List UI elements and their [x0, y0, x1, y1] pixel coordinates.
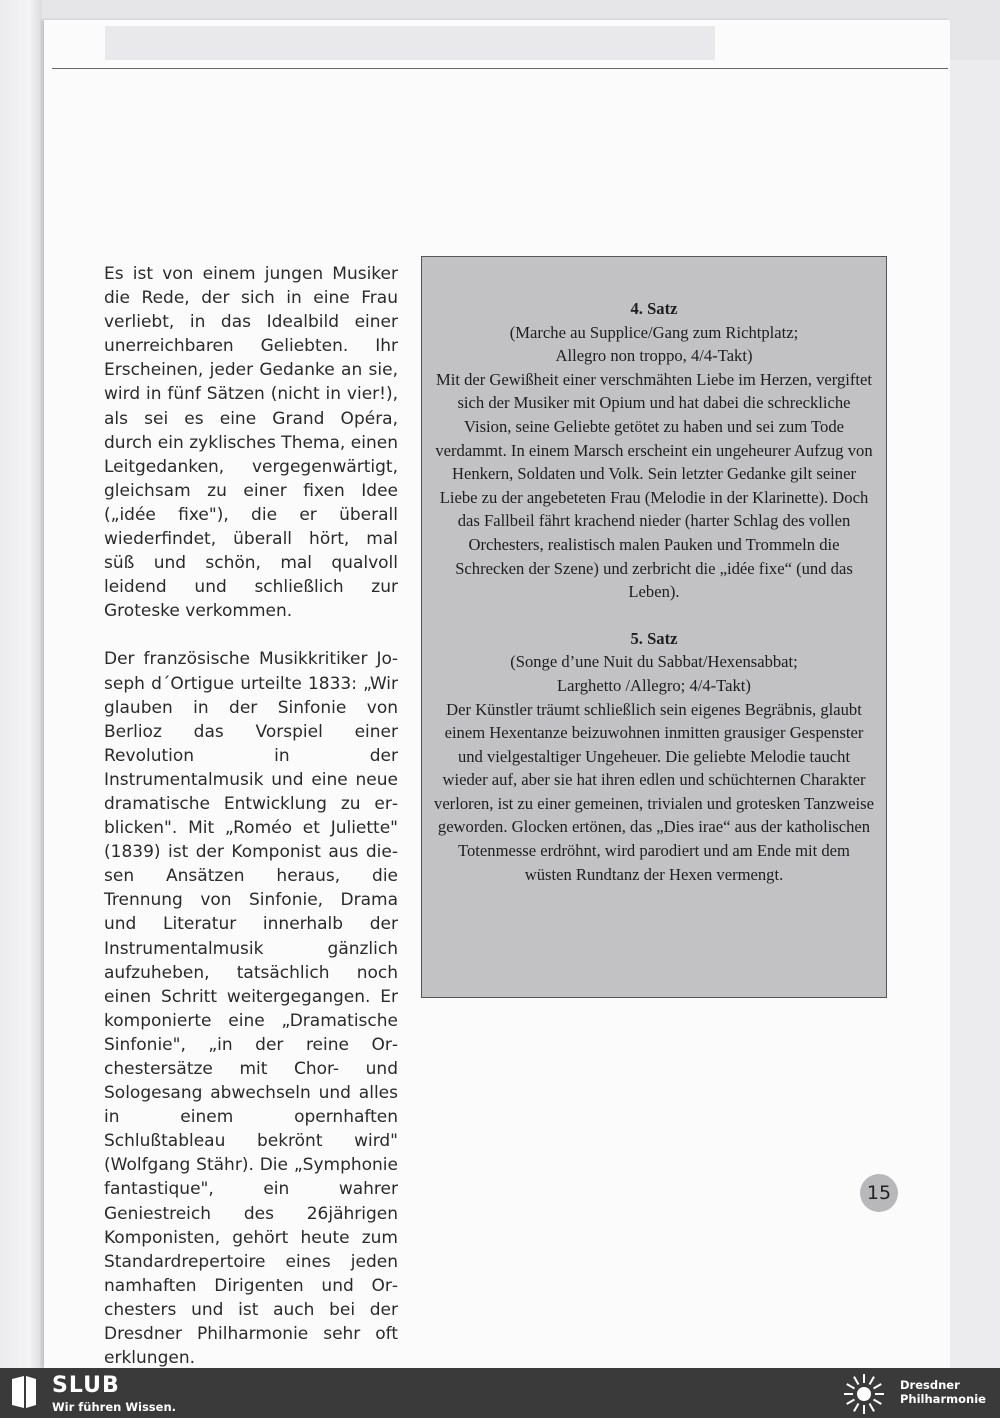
slub-wordmark[interactable]: SLUB — [52, 1373, 120, 1398]
movement-heading: 5. Satz — [630, 628, 678, 648]
movement-description: Mit der Gewißheit einer verschmähten Liebe im Herzen, vergiftet sich der Musiker mit Opium und hat dabei die schreckliche Vision, seine Geliebte getötet zu haben und sei zum Tode verdammt. In einem Marsch erscheint ein ungeheurer Aufzug von Henkern, Soldaten und Volk. Sein letzter Gedanke gilt seiner Liebe zu der angebeteten Frau (Melodie in der Klarinette). Doch das Fallbeil fährt krachend nieder (harter Schlag des vollen Orchesters, realistisch malen Pauken und Trommeln die Schrecken der Szene) und zerbricht die „idée fixe“ (und das Leben). — [435, 369, 873, 602]
movement-subtitle: (Marche au Supplice/Gang zum Richtplatz; — [509, 322, 799, 342]
paragraph-intro: Es ist von einem jungen Musiker die Rede, der sich in eine Frau verliebt, in das Idealbild einer unerreichbaren Geliebten. Ihr Erscheinen, jeder Gedanke an sie, wird in fünf Sätzen (nicht in vier!), als sei es eine Grand Opéra, durch ein zyklisches Thema, einen Leitgedanken, vergegenwärtigt, gleichsam zu einer fixen Idee („idée fixe"), die er überall wiederfindet, überall hört, mal süß und schön, mal qualvoll leidend und schließlich zur Groteske verkommen. — [104, 264, 398, 622]
page-number: 15 — [860, 1174, 898, 1212]
movement-4 — [434, 297, 874, 604]
sunburst-logo-icon[interactable] — [842, 1372, 886, 1416]
main-text-column — [104, 262, 398, 1370]
movement-subtitle: (Songe d’une Nuit du Sabbat/Hexensabbat; — [510, 652, 798, 672]
partner-logo-text[interactable] — [900, 1378, 986, 1406]
partner-line-1: Dresdner — [900, 1378, 960, 1392]
partner-line-2: Philharmonie — [900, 1392, 986, 1406]
movement-subtitle: Larghetto /Allegro; 4/4-Takt) — [557, 675, 751, 695]
movement-heading: 4. Satz — [630, 299, 678, 318]
facing-page-edge — [0, 0, 42, 1368]
book-icon — [10, 1375, 38, 1409]
movement-5 — [434, 627, 874, 887]
paragraph-critique: Der französische Musikkritiker Joseph d´Ortigue urteilte 1833: „Wir glauben in der Sinfonie von Berlioz das Vorspiel einer Revolution in der Instrumentalmusik und eine neue dramatische Entwicklung zu erblicken". Mit „Roméo et Juliette" (1839) ist der Komponist aus diesen Ansätzen heraus, die Trennung von Sinfonie, Drama und Literatur innerhalb der Instrumentalmusik gänzlich aufzuheben, tatsächlich noch einen Schritt weitergegangen. Er komponierte eine „Dramatische Sinfonie", „in der reine Orchestersätze mit Chor- und Sologesang abwechseln und alles in einem opernhaften Schlußtableau bekrönt wird" (Wolfgang Stähr). Die „Symphonie fantastique", ein wahrer Geniestreich des 26jährigen Komponisten, gehört heute zum Standardrepertoire eines jeden namhaften Dirigenten und Orchesters und ist auch bei der Dresdner Philharmonie sehr oft erklungen. — [104, 649, 398, 1369]
movement-description: Der Künstler träumt schließlich sein eigenes Begräbnis, glaubt einem Hexentanze beizuwohnen inmitten grausiger Gespenster und vielgestaltiger Ungeheuer. Die geliebte Melodie taucht wieder auf, aber sie hat ihren edlen und schüchternen Charakter verloren, ist zu einer gemeinen, trivialen und grotesken Tanzweise geworden. Glocken ertönen, das „Dies irae“ aus der katholischen Totenmesse erdröhnt, wird parodiert und am Ende mit dem wüsten Rundtanz der Hexen vermengt. — [434, 699, 874, 884]
slub-tagline: Wir führen Wissen. — [52, 1400, 177, 1414]
viewer-footer-bar — [0, 1368, 1000, 1418]
movement-subtitle: Allegro non troppo, 4/4-Takt) — [555, 346, 753, 366]
header-rule — [52, 68, 948, 69]
scan-margin-right — [950, 60, 1000, 1368]
movements-info-box — [421, 256, 887, 998]
bleed-through-header — [105, 26, 715, 60]
